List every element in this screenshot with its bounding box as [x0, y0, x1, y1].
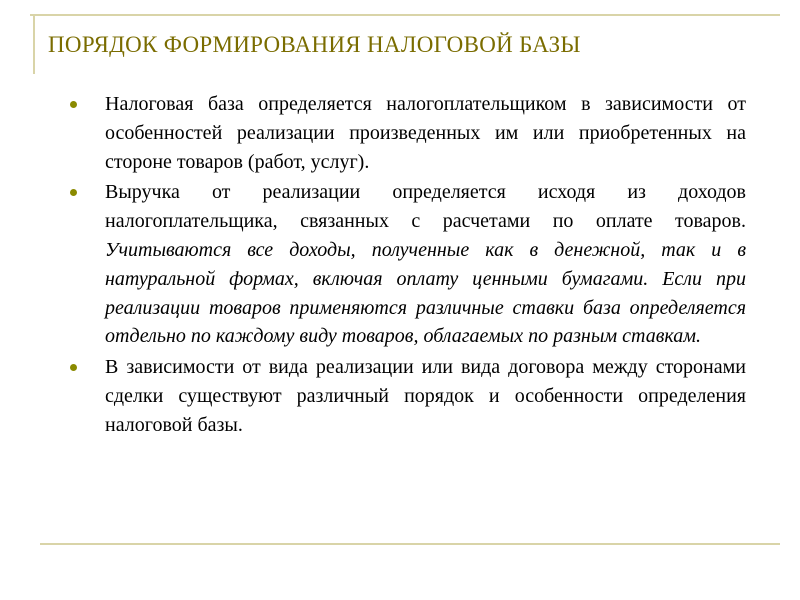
bullet-item-1	[68, 90, 746, 176]
bullet-dot	[70, 101, 77, 108]
slide-title: ПОРЯДОК ФОРМИРОВАНИЯ НАЛОГОВОЙ БАЗЫ	[48, 32, 581, 57]
bullet-dot	[70, 364, 77, 371]
bullet-item-3	[68, 353, 746, 439]
bullet-list	[68, 90, 746, 442]
bottom-rule	[40, 543, 780, 545]
bullet-text-3: В зависимости от вида реализации или вида договора между сторонами сделки существуют различный порядок и особенности определения налоговой базы.	[105, 356, 746, 436]
left-rule	[33, 14, 35, 74]
bullet-item-2	[68, 178, 746, 351]
bullet-dot	[70, 189, 77, 196]
bullet-text-2: Выручка от реализации определяется исходя из доходов налогоплательщика, связанных с расчетами по оплате товаров.	[105, 181, 746, 233]
bullet-text-2-italic: Учитываются все доходы, полученные как в денежной, так и в натуральной формах, включая оплату ценными бумагами. Если при реализации товаров применяются различные ставки база определяется отдельно по каждому виду товаров, облагаемых по разным ставкам.	[105, 238, 746, 348]
bullet-text-1: Налоговая база определяется налогоплательщиком в зависимости от особенностей реализации произведенных им или приобретенных на стороне товаров (работ, услуг).	[105, 93, 746, 173]
top-rule	[30, 14, 780, 16]
